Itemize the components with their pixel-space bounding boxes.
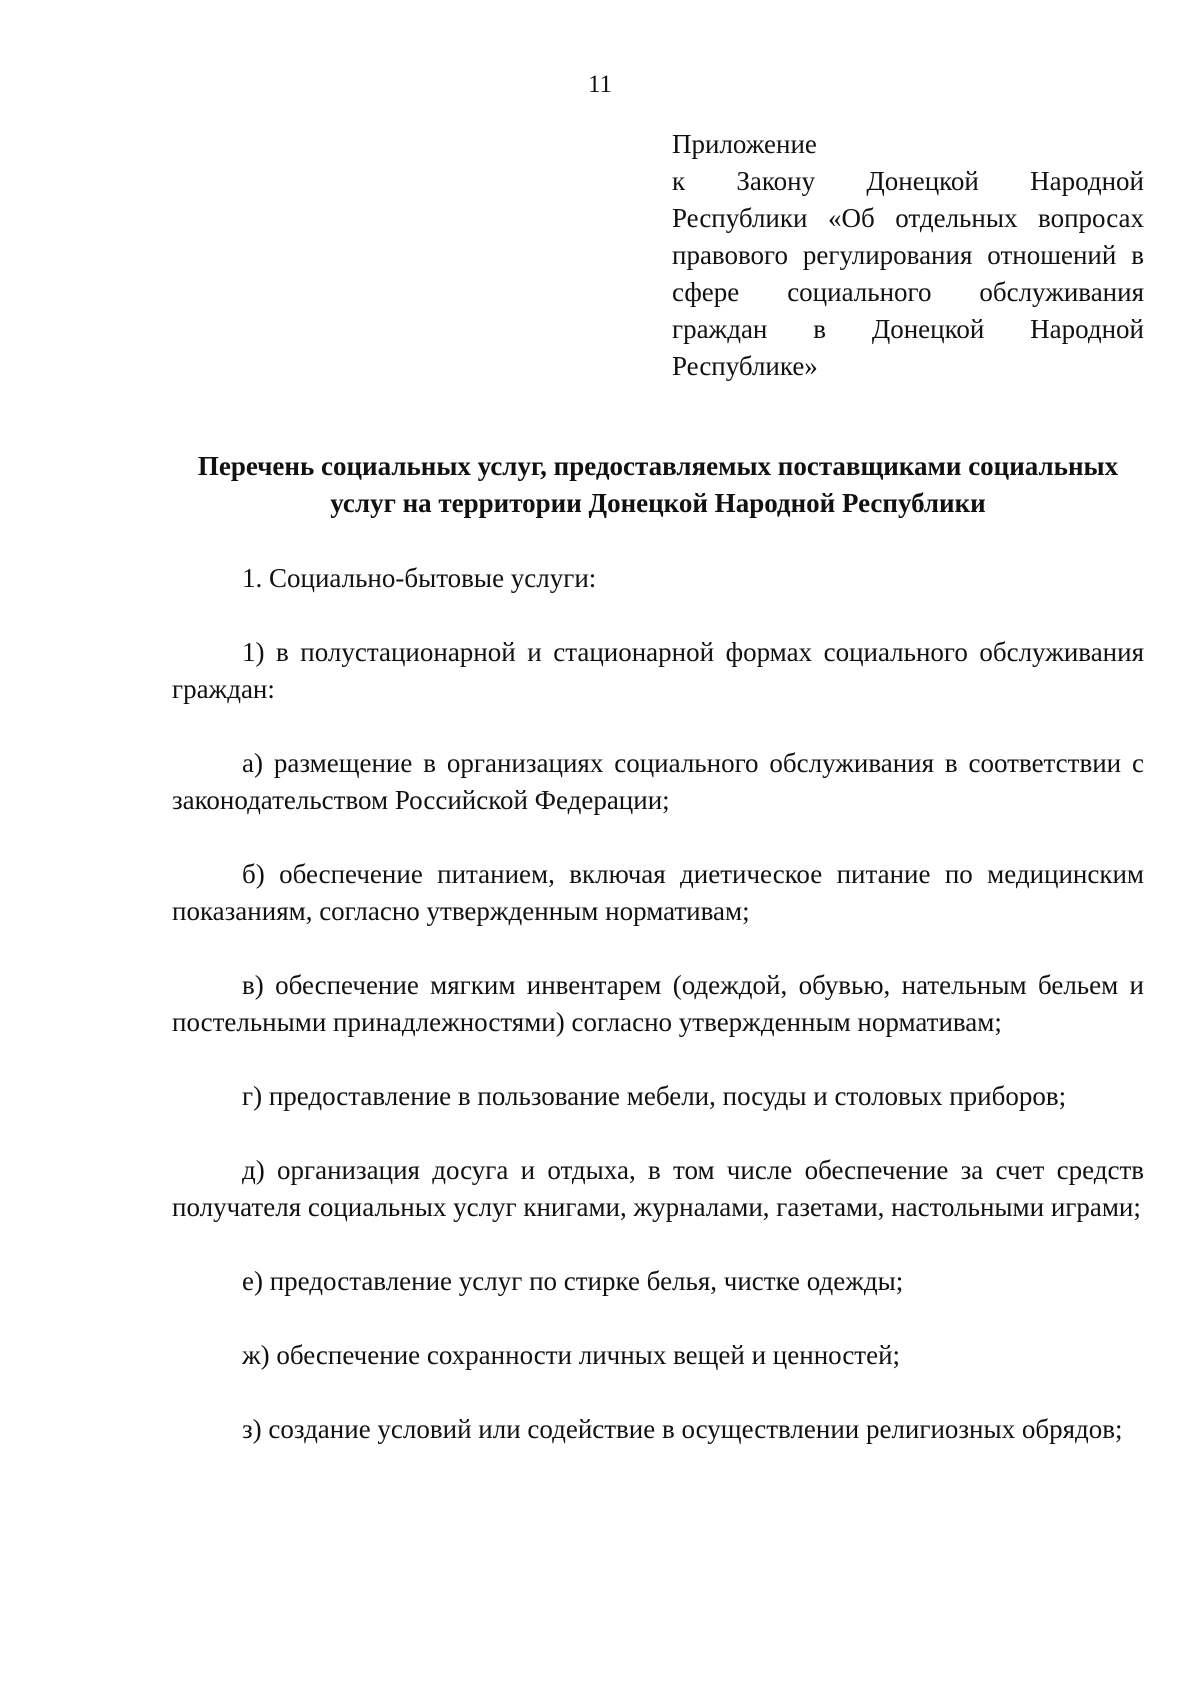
appendix-line: сфере социального обслуживания — [672, 277, 1144, 307]
paragraph: а) размещение в организациях социального обслуживания в соответствии с законодательством Российской Федерации; — [172, 748, 1144, 815]
paragraph: е) предоставление услуг по стирке белья, чистке одежды; — [242, 1266, 904, 1296]
appendix-line: правового регулирования отношений в — [672, 240, 1144, 270]
appendix-line: к Закону Донецкой Народной — [672, 166, 1144, 196]
paragraph: в) обеспечение мягким инвентарем (одеждой, обувью, нательным бельем и постельными принадлежностями) согласно утвержденным нормативам; — [172, 970, 1144, 1037]
document-body — [172, 560, 1144, 1448]
page-number: 11 — [587, 71, 613, 98]
paragraph: 1. Социально-бытовые услуги: — [242, 563, 597, 593]
appendix-line: граждан в Донецкой Народной — [672, 314, 1144, 344]
paragraph: г) предоставление в пользование мебели, посуды и столовых приборов; — [242, 1081, 1067, 1111]
paragraph: ж) обеспечение сохранности личных вещей и ценностей; — [242, 1340, 901, 1370]
paragraph: з) создание условий или содействие в осуществлении религиозных обрядов; — [242, 1414, 1123, 1444]
document-title: Перечень социальных услуг, предоставляемых поставщиками социальных услуг на территории Донецкой Народной Республики — [197, 451, 1119, 518]
paragraph: д) организация досуга и отдыха, в том числе обеспечение за счет средств получателя социальных услуг книгами, журналами, газетами, настольными играми; — [172, 1155, 1144, 1222]
appendix-line: Приложение — [672, 129, 817, 159]
appendix-line: Республики «Об отдельных вопросах — [672, 203, 1144, 233]
paragraph: б) обеспечение питанием, включая диетическое питание по медицинским показаниям, согласно утвержденным нормативам; — [172, 859, 1144, 926]
appendix-note — [672, 126, 1144, 385]
paragraph: 1) в полустационарной и стационарной формах социального обслуживания граждан: — [172, 637, 1144, 704]
appendix-line: Республике» — [672, 351, 818, 381]
